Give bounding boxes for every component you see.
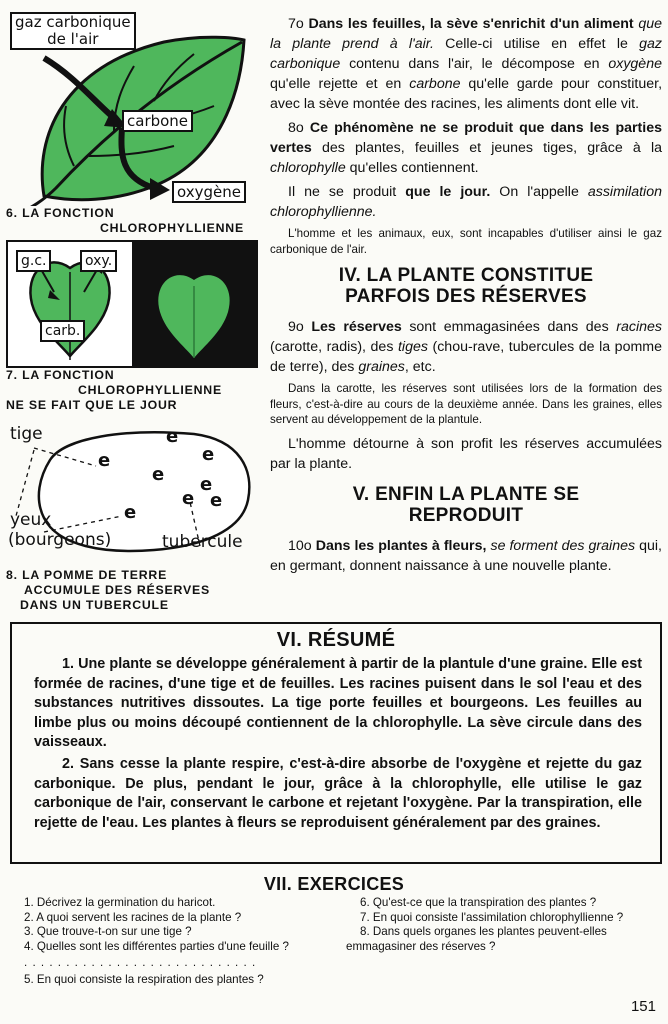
p8-ital: chlorophylle <box>270 160 346 176</box>
potato-eye: e <box>98 450 111 471</box>
exercise-1: 1. Décrivez la germination du haricot. <box>24 896 216 909</box>
p9-t2: (carotte, radis), des <box>270 339 394 355</box>
p10-num: 10o <box>288 537 312 554</box>
note-2: Dans la carotte, les réserves sont utilisées lors de la formation des fleurs, c'est-à-dire au cours de la deuxième année. Dans les graines, elles servent au développement de la plantule. <box>270 382 662 426</box>
exercices-title: VII. EXERCICES <box>263 874 405 894</box>
p10-ital: se forment des graines <box>490 537 636 554</box>
exercices-left <box>24 896 340 987</box>
p9-t4: , etc. <box>404 359 436 375</box>
note-1: L'homme et les animaux, eux, sont incapables d'utiliser ainsi le gaz carbonique de l'air. <box>270 227 662 256</box>
fig8-caption <box>6 568 262 613</box>
heading-iv-line1: IV. LA PLANTE CONSTITUE <box>338 265 594 286</box>
label-carbone: carbone <box>122 110 193 132</box>
right-column <box>270 14 662 576</box>
p7-t4: qu'elle garde pour constituer, avec la sève montée des racines, les aliments dont elle vit. <box>270 76 663 112</box>
p7-t3: qu'elle rejette et en <box>270 76 402 92</box>
fig8-caption-line1: 8. LA POMME DE TERRE <box>6 568 168 582</box>
potato-eye: e <box>202 444 215 465</box>
resume-box <box>10 622 662 864</box>
heading-v-line1: V. ENFIN LA PLANTE SE <box>352 483 580 505</box>
resume-title: VI. RÉSUMÉ <box>276 629 396 651</box>
label-gc: g.c. <box>16 250 51 272</box>
p8-t1: des plantes, feuilles et jeunes tiges, grâce à la <box>321 140 662 156</box>
label-oxygene: oxygène <box>172 181 246 203</box>
heading-iv <box>270 265 662 307</box>
p8-t4: On l'appelle <box>499 184 579 200</box>
potato-eye: e <box>124 502 137 523</box>
p9-num: 9o <box>288 319 304 335</box>
exercices-right <box>346 896 662 954</box>
heading-v-line2: REPRODUIT <box>408 504 524 526</box>
paragraph-8 <box>270 118 662 178</box>
figure-6 <box>4 6 254 236</box>
label-tubercule: tubercule <box>162 532 243 552</box>
p8-num: 8o <box>288 120 304 136</box>
paragraph-7 <box>270 14 662 114</box>
potato-eye: e <box>152 464 165 485</box>
p10-bold: Dans les plantes à fleurs, <box>315 537 487 554</box>
p7-ital4: carbone <box>409 76 461 92</box>
fig6-caption <box>6 206 256 236</box>
potato-eye: e <box>166 426 179 447</box>
heading-v <box>270 484 662 526</box>
paragraph-9b: L'homme détourne à son profit les réserves accumulées par la plante. <box>270 435 662 472</box>
p8-bold2: que le jour. <box>405 184 491 200</box>
figure-7 <box>6 240 258 368</box>
exercise-7: 7. En quoi consiste l'assimilation chlorophyllienne ? <box>360 910 624 924</box>
fig7-caption-line1: 7. LA FONCTION <box>6 368 115 382</box>
fig6-caption-line1: 6. LA FONCTION <box>6 206 115 220</box>
fig6-caption-line2: CHLOROPHYLLIENNE <box>100 221 244 235</box>
label-yeux: yeux <box>10 510 52 530</box>
p8-bold: Ce phénomène ne se produit que dans les parties vertes <box>270 120 662 156</box>
p9-ital3: graines <box>358 359 405 375</box>
p10-t1: qui, en germant, donnent naissance à une nouvelle plante. <box>270 537 662 574</box>
label-air-text: de l'air <box>47 30 99 48</box>
label-carb: carb. <box>40 320 85 342</box>
p9-t3: (chou-rave, tubercules de la pomme de terre), des <box>270 339 662 375</box>
label-tige: tige <box>10 424 43 444</box>
p7-ital3: oxygène <box>608 56 662 72</box>
p7-bold: Dans les feuilles, la sève s'enrichit d'un aliment <box>308 16 634 32</box>
leaf-night-7 <box>132 242 256 366</box>
exercise-8: 8. Dans quels organes les plantes peuvent-elles emmagasiner des réserves ? <box>346 925 607 953</box>
fig7-caption-line3: NE SE FAIT QUE LE JOUR <box>6 398 178 412</box>
paragraph-10 <box>270 536 662 576</box>
page-number: 151 <box>630 998 656 1015</box>
exercise-5: 5. En quoi consiste la respiration des plantes ? <box>24 972 264 986</box>
label-bourgeons: (bourgeons) <box>8 530 112 550</box>
heading-iv-line2: PARFOIS DES RÉSERVES <box>345 286 587 307</box>
potato-eye: e <box>210 490 223 511</box>
p7-ital: que la plante prend à l'air. <box>270 16 663 52</box>
label-gaz-text: gaz carbonique <box>15 13 131 31</box>
exercise-dots: . . . . . . . . . . . . . . . . . . . . . . . . . . . . <box>24 956 257 969</box>
figure-8 <box>4 420 258 568</box>
p9-ital1: racines <box>616 319 662 335</box>
paragraph-9 <box>270 317 662 377</box>
p8-ital2: assimilation chlorophyllienne. <box>270 184 662 220</box>
p7-ital2: gaz carbonique <box>270 36 662 72</box>
paragraph-8b <box>270 182 662 222</box>
exercise-3: 3. Que trouve-t-on sur une tige ? <box>24 925 192 938</box>
resume-p2: 2. Sans cesse la plante respire, c'est-à-dire absorbe de l'oxygène et rejette du gaz carbonique. De plus, pendant le jour, grâce à la chlorophylle, elle utilise le gaz carbonique de l'air, conservant le carbone et rejetant l'oxygène. Par la transpiration, elle rejette de l'eau. Les plantes à fleurs se reproduisent généralement par des graines. <box>34 755 642 831</box>
fig7-caption-line2: CHLOROPHYLLIENNE <box>78 383 222 397</box>
p9-bold: Les réserves <box>311 319 402 335</box>
p7-num: 7o <box>288 16 304 32</box>
potato-eye: e <box>182 488 195 509</box>
p7-t1: Celle-ci utilise en effet le <box>445 36 628 52</box>
fig8-caption-line2: ACCUMULE DES RÉSERVES <box>24 583 211 597</box>
p8-t3: Il ne se produit <box>288 184 397 200</box>
p7-t2: contenu dans l'air, le décompose en <box>349 56 600 72</box>
label-oxy: oxy. <box>80 250 117 272</box>
fig8-caption-line3: DANS UN TUBERCULE <box>20 598 169 612</box>
fig7-caption <box>6 368 256 413</box>
potato-eye: e <box>200 474 213 495</box>
exercise-2: 2. A quoi servent les racines de la plante ? <box>24 910 242 924</box>
night-panel <box>132 242 256 366</box>
resume-p1: 1. Une plante se développe généralement à partir de la plantule d'une graine. Elle est formée de racines, d'une tige et de feuilles. Les racines puisent dans le sol l'eau et des substances nutritives dissoutes. La tige porte feuilles et bourgeons. Les feuilles au limbe plus ou moins découpé contiennent de la chlorophylle. La sève circule dans des vaisseaux. <box>34 656 642 751</box>
exercise-6: 6. Qu'est-ce que la transpiration des plantes ? <box>360 896 597 909</box>
exercise-4: 4. Quelles sont les différentes parties d'une feuille ? <box>24 939 289 953</box>
label-gaz-carbonique <box>10 12 136 50</box>
p9-t1: sont emmagasinées dans des <box>409 319 609 335</box>
p8-t2: qu'elles contiennent. <box>349 160 479 176</box>
p9-ital2: tiges <box>397 339 428 355</box>
